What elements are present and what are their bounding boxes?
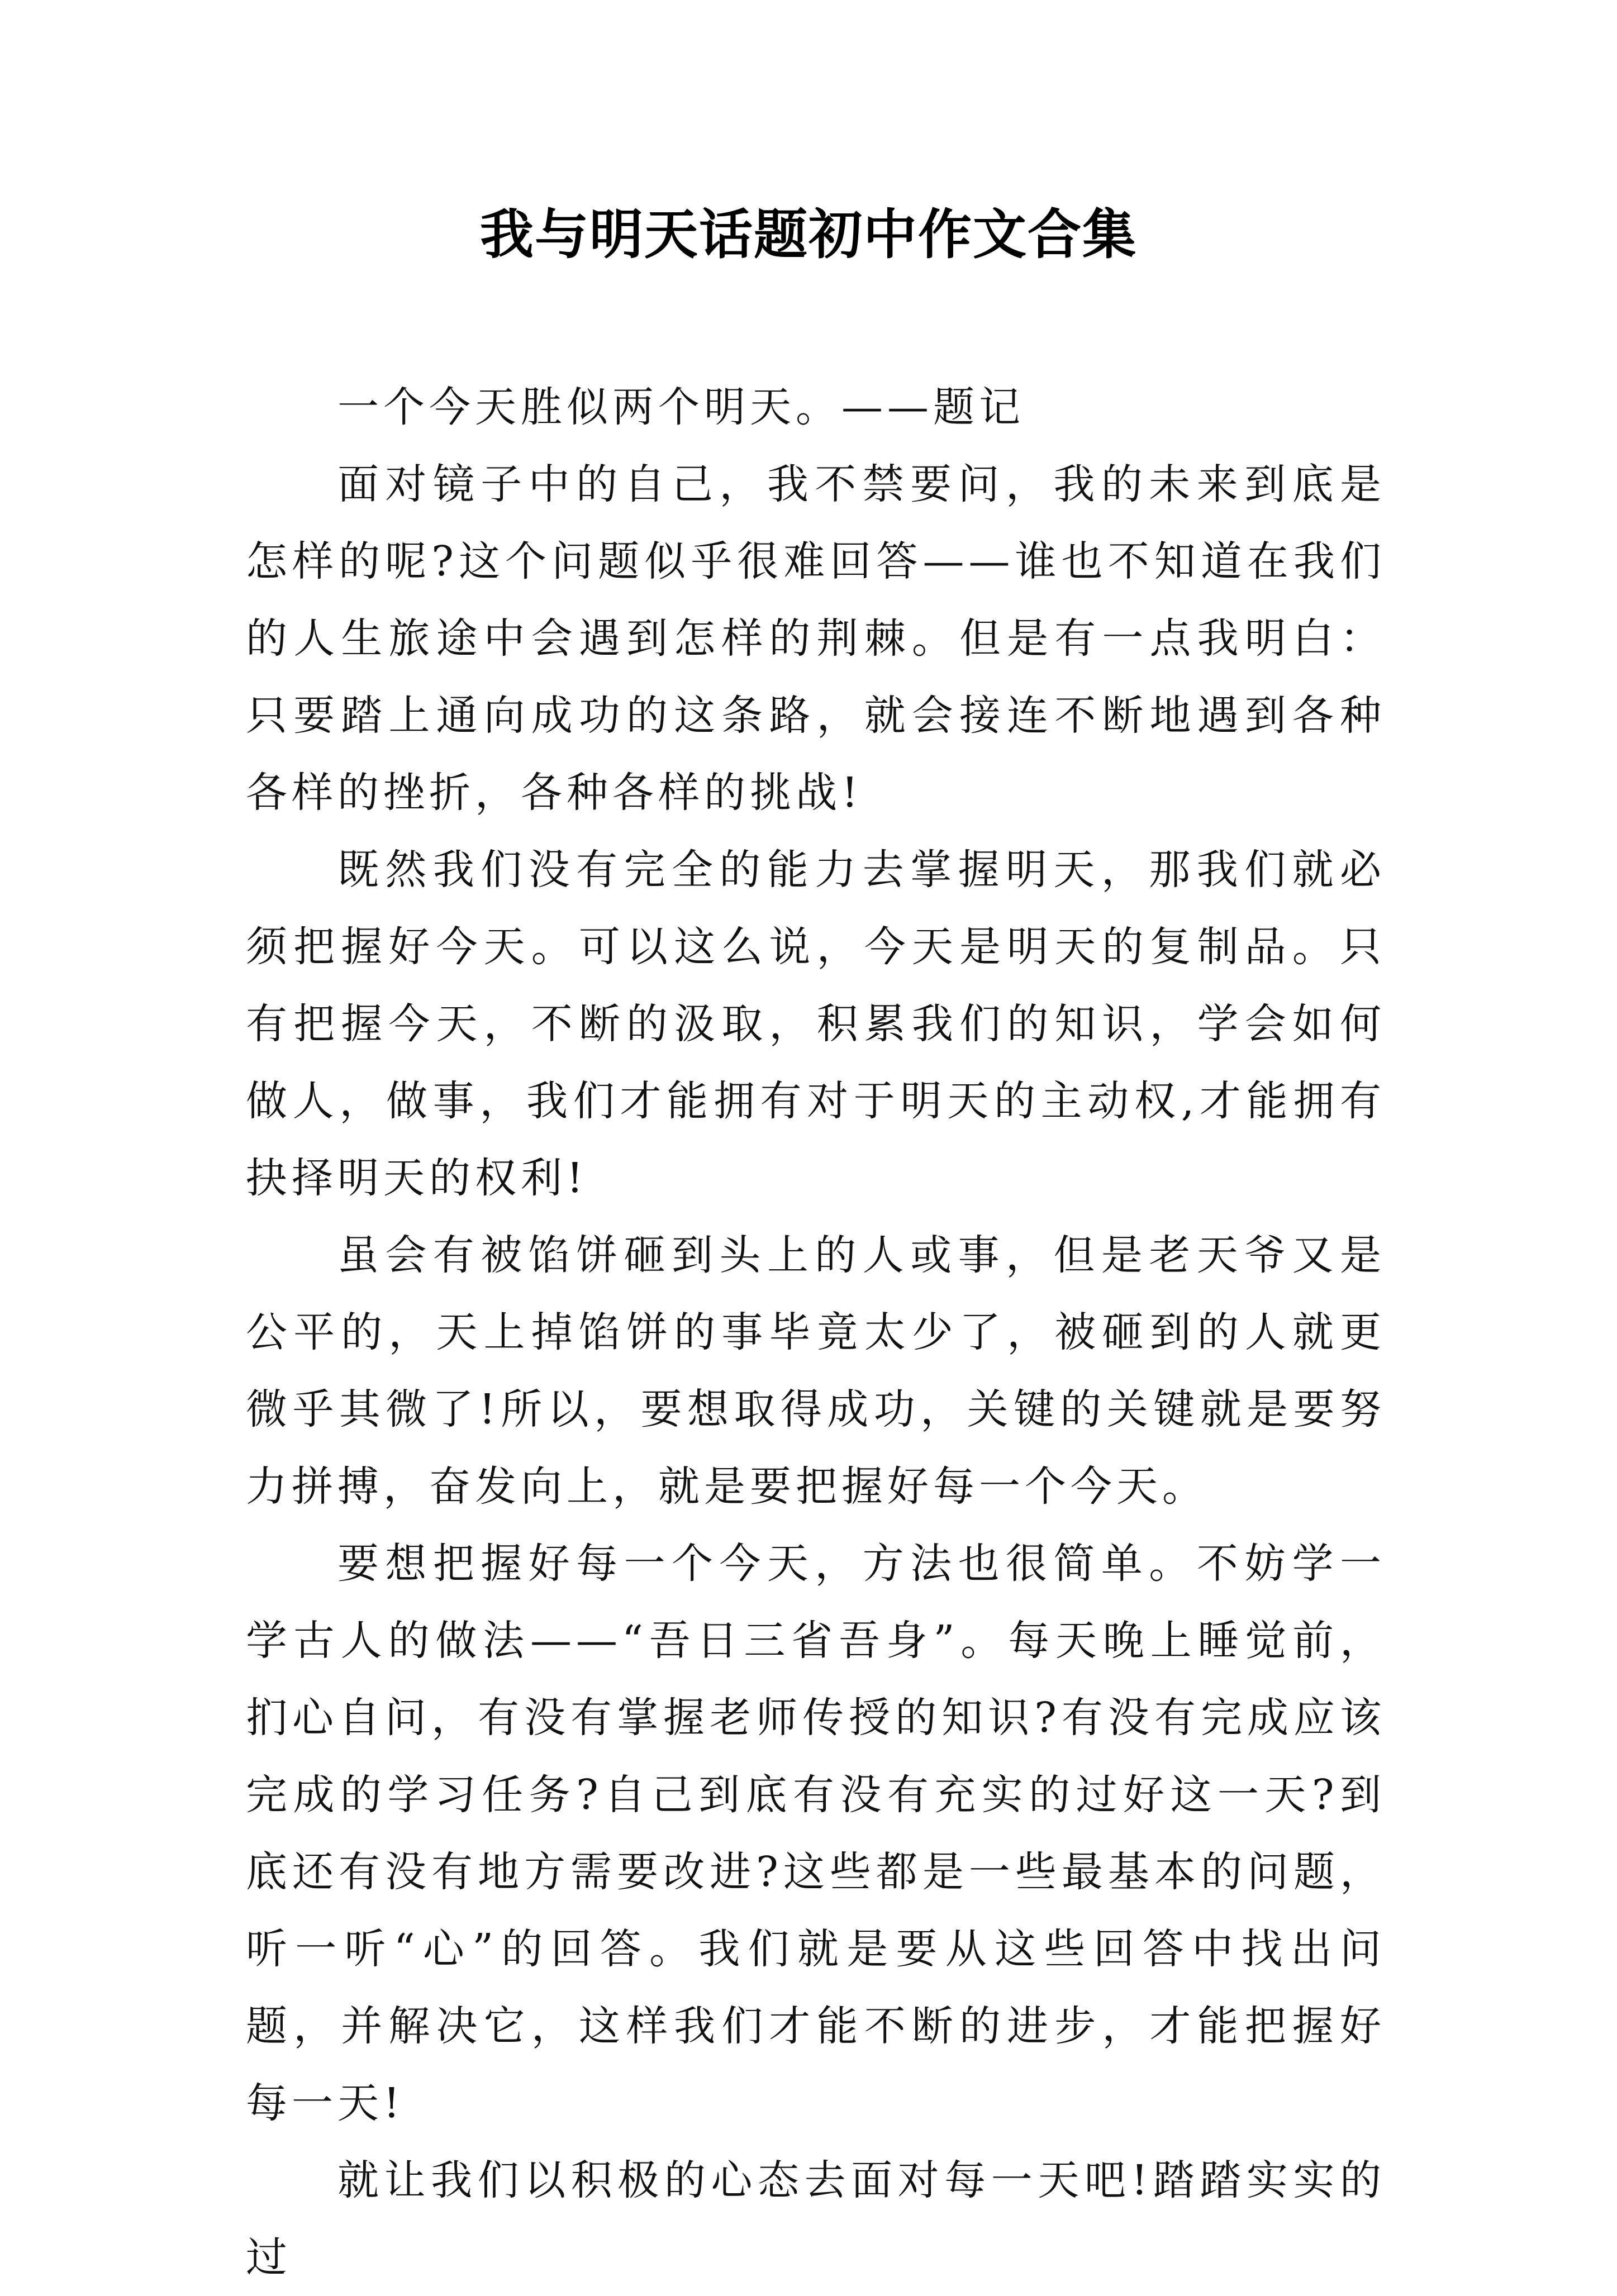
document-title: 我与明天话题初中作文合集 xyxy=(480,203,1137,266)
body-paragraph: 就让我们以积极的心态去面对每一天吧!踏踏实实的过 xyxy=(246,2156,1386,2281)
epigraph-paragraph: 一个今天胜似两个明天。——题记 xyxy=(337,383,1025,431)
body-paragraph: 面对镜子中的自己，我不禁要问，我的未来到底是怎样的呢?这个问题似乎很难回答——谁也不知道在我们的人生旅途中会遇到怎样的荆棘。但是有一点我明白：只要踏上通向成功的这条路，就会接连不断地遇到各种各样的挫折，各种各样的挑战! xyxy=(246,460,1386,817)
document-body xyxy=(246,369,1386,2296)
body-paragraph: 既然我们没有完全的能力去掌握明天，那我们就必须把握好今天。可以这么说，今天是明天的复制品。只有把握今天，不断的汲取，积累我们的知识，学会如何做人，做事，我们才能拥有对于明天的主动权,才能拥有抉择明天的权利! xyxy=(246,846,1386,1202)
body-paragraph: 要想把握好每一个今天，方法也很简单。不妨学一学古人的做法——“吾日三省吾身”。每天晚上睡觉前，扪心自问，有没有掌握老师传授的知识?有没有完成应该完成的学习任务?自己到底有没有充实的过好这一天?到底还有没有地方需要改进?这些都是一些最基本的问题，听一听“心”的回答。我们就是要从这些回答中找出问题，并解决它，这样我们才能不断的进步，才能把握好每一天! xyxy=(246,1540,1386,2127)
body-paragraph: 虽会有被馅饼砸到头上的人或事，但是老天爷又是公平的，天上掉馅饼的事毕竟太少了，被砸到的人就更微乎其微了!所以，要想取得成功，关键的关键就是要努力拼搏，奋发向上，就是要把握好每一个今天。 xyxy=(246,1231,1386,1511)
